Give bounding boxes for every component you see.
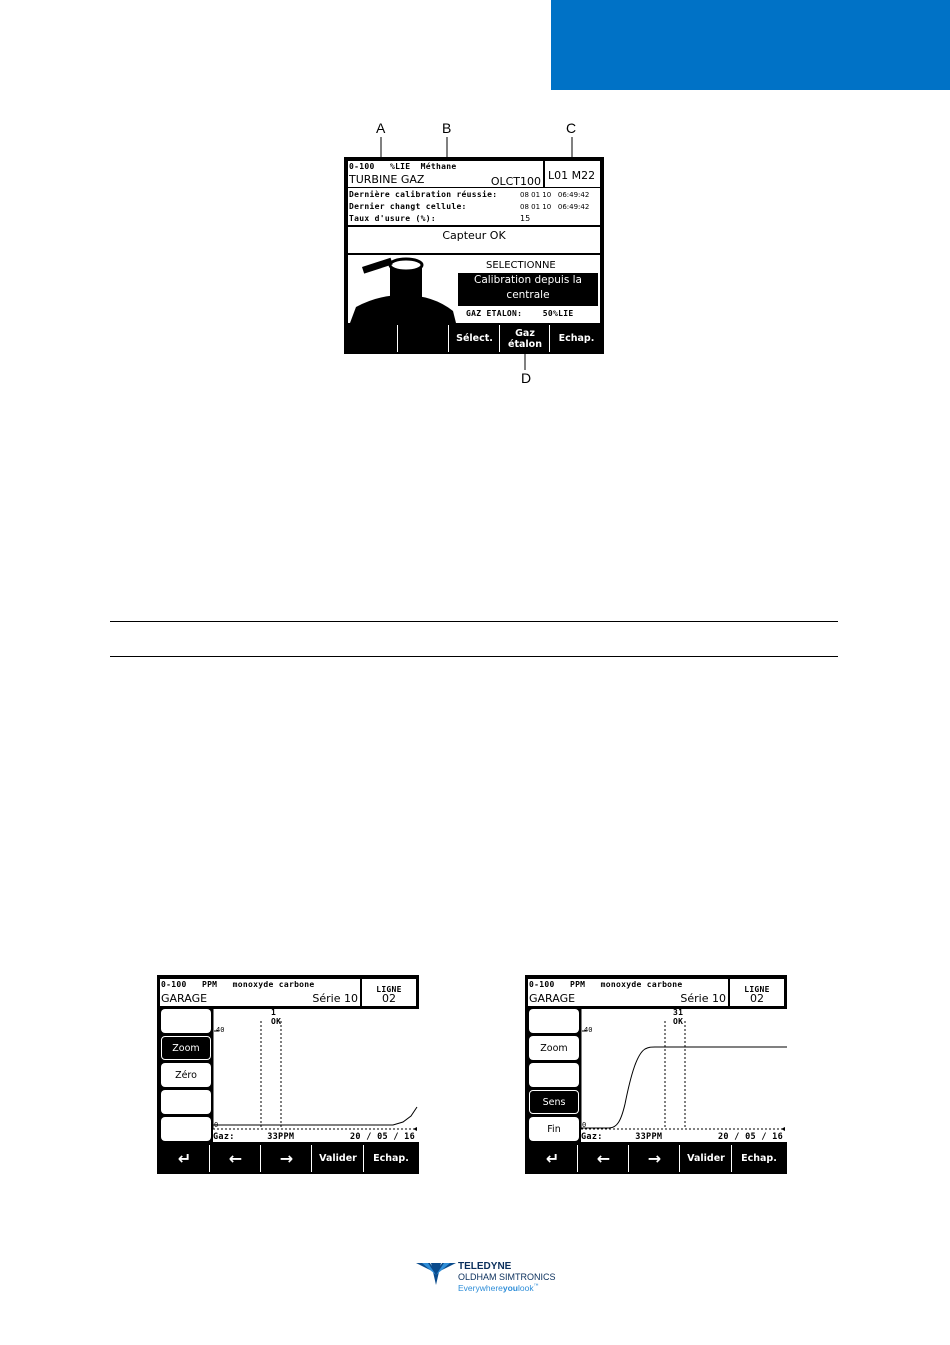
zoom-button[interactable]: Zoom xyxy=(529,1036,579,1060)
model-name: OLCT100 xyxy=(490,175,541,188)
gas-calibration-label: GAZ ETALON: xyxy=(466,309,523,318)
curve-screen-right xyxy=(525,975,787,1174)
callout-d-label: D xyxy=(521,370,532,386)
row-cell-change-time: 06:49:42 xyxy=(557,203,590,211)
validate-button[interactable]: Valider xyxy=(681,1145,732,1172)
callout-a-label: A xyxy=(376,120,386,136)
axis-top-label: 40 xyxy=(216,1026,225,1034)
zoom-button[interactable]: Zoom xyxy=(161,1036,211,1060)
status-panel xyxy=(348,227,600,253)
line-label: LIGNE xyxy=(744,985,770,994)
direction-button[interactable]: Sens xyxy=(529,1090,579,1114)
series-name: Série 10 xyxy=(312,992,358,1005)
side-button-1[interactable] xyxy=(161,1009,211,1033)
location-name: TURBINE GAZ xyxy=(349,173,425,186)
gas-calibration-value: 50%LIE xyxy=(542,309,574,318)
callout-c-label: C xyxy=(566,120,577,136)
escape-button[interactable]: Echap. xyxy=(733,1145,785,1172)
divider-bottom xyxy=(110,656,838,657)
location-name: GARAGE xyxy=(529,992,576,1005)
row-cell-change-label: Dernier changt cellule: xyxy=(349,202,467,211)
side-button-4[interactable] xyxy=(161,1090,211,1114)
row-wear-label: Taux d'usure (%): xyxy=(349,214,436,223)
line-label: LIGNE xyxy=(376,985,402,994)
divider-top xyxy=(110,621,838,622)
selection-panel xyxy=(348,255,600,323)
enter-button[interactable]: ↵ xyxy=(528,1145,578,1172)
detector-icon xyxy=(348,255,458,323)
company-name: OLDHAM SIMTRONICS xyxy=(458,1272,556,1282)
teledyne-logo-icon xyxy=(416,1261,456,1285)
gas-reading-label: Gaz: xyxy=(581,1132,603,1142)
axis-zero-label: 0 xyxy=(214,1121,219,1129)
axis-top-label: 40 xyxy=(584,1026,593,1034)
line-number: 02 xyxy=(382,992,396,1005)
side-button-5[interactable] xyxy=(161,1117,211,1141)
zero-button[interactable]: Zéro xyxy=(161,1063,211,1087)
select-button[interactable]: Sélect. xyxy=(450,325,500,352)
end-button[interactable]: Fin xyxy=(529,1117,579,1141)
right-arrow-button[interactable]: → xyxy=(262,1145,312,1172)
line-id-panel xyxy=(545,161,600,187)
location-name: GARAGE xyxy=(161,992,208,1005)
date-value: 20 / 05 / 16 xyxy=(349,1132,415,1142)
curve-screen-left xyxy=(157,975,419,1174)
selected-label: SELECTIONNE xyxy=(486,260,556,271)
left-arrow-button[interactable]: ← xyxy=(211,1145,261,1172)
info-rows xyxy=(348,188,600,225)
calibration-gas-button[interactable]: Gaz étalon xyxy=(501,325,550,352)
side-button-3[interactable] xyxy=(529,1063,579,1087)
unit-value: PPM xyxy=(569,980,586,989)
gas-name: Méthane xyxy=(420,162,457,171)
series-name: Série 10 xyxy=(680,992,726,1005)
gas-reading-value: 33PPM xyxy=(267,1132,295,1142)
gas-name: monoxyde carbone xyxy=(232,980,315,989)
brand-name: TELEDYNE xyxy=(458,1261,512,1272)
softkey-2[interactable] xyxy=(399,325,449,352)
escape-button[interactable]: Echap. xyxy=(552,325,601,352)
row-wear-value: 15 xyxy=(520,214,531,223)
range-value: 0-100 xyxy=(161,980,187,989)
range-value: 0-100 xyxy=(349,162,375,171)
gas-reading-value: 33PPM xyxy=(635,1132,663,1142)
line-id: L01 M22 xyxy=(548,169,596,182)
gas-reading-label: Gaz: xyxy=(213,1132,235,1142)
left-arrow-button[interactable]: ← xyxy=(579,1145,629,1172)
side-button-1[interactable] xyxy=(529,1009,579,1033)
softkey-1[interactable] xyxy=(348,325,398,352)
range-value: 0-100 xyxy=(529,980,555,989)
date-value: 20 / 05 / 16 xyxy=(717,1132,783,1142)
unit-value: %LIE xyxy=(389,162,411,171)
axis-zero-label: 0 xyxy=(582,1121,587,1129)
validate-button[interactable]: Valider xyxy=(313,1145,364,1172)
detector-screen xyxy=(344,157,604,354)
row-last-calibration-date: 08 01 10 xyxy=(520,191,552,199)
unit-value: PPM xyxy=(201,980,218,989)
sensor-status: Capteur OK xyxy=(442,229,506,242)
tagline: Everywhereyoulook™ xyxy=(458,1282,539,1293)
enter-button[interactable]: ↵ xyxy=(160,1145,210,1172)
row-cell-change-date: 08 01 10 xyxy=(520,203,552,211)
escape-button[interactable]: Echap. xyxy=(365,1145,417,1172)
callout-b-label: B xyxy=(442,120,452,136)
row-last-calibration-time: 06:49:42 xyxy=(557,191,590,199)
right-arrow-button[interactable]: → xyxy=(630,1145,680,1172)
curve-plot: 40 0 31 OK Gaz: 33PPM 20 / 05 / 16 xyxy=(581,1009,787,1142)
curve-plot: 40 0 1 OK Gaz: 33PPM 20 / 05 / 16 xyxy=(213,1009,419,1142)
selected-value: Calibration depuis la centrale xyxy=(458,273,598,306)
screen1-header xyxy=(348,161,543,187)
row-last-calibration-label: Dernière calibration réussie: xyxy=(349,190,498,199)
line-number: 02 xyxy=(750,992,764,1005)
gas-name: monoxyde carbone xyxy=(600,980,683,989)
